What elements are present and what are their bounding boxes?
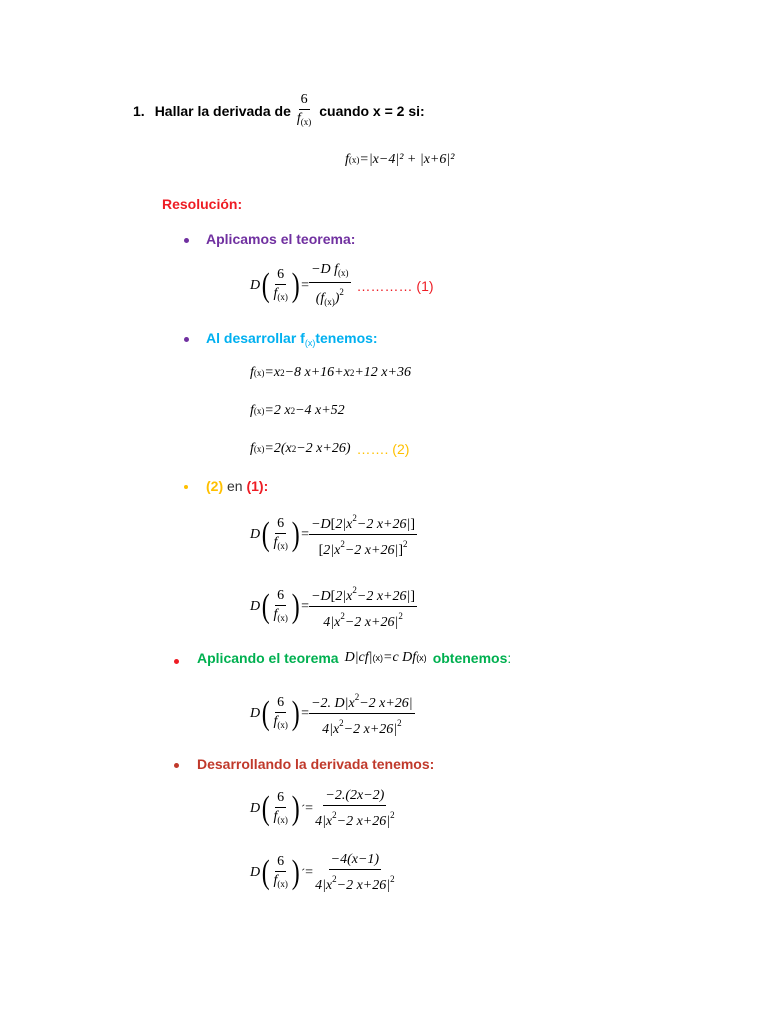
step4-formula: D|cf| [344, 650, 373, 665]
step2-line3: f (x) =2(x 2 −2 x+26) ……. (2) [250, 441, 410, 457]
step5-equation1: D ( $\frac{6}{f_{(x)}}$ ) ´ = $\frac{-2.(2x-2)}{4|x^2-2 x+26|^2}$ [250, 788, 395, 829]
def-lhs-sub: (x) [348, 155, 360, 165]
problem-fraction [295, 92, 313, 130]
step4-label [197, 650, 511, 666]
step5-equation2: D ( $\frac{6}{f_{(x)}}$ ) ´ = $\frac{-4(x-1)}{4|x^2-2 x+26|^2}$ [250, 852, 395, 893]
step3-en: en [227, 478, 243, 494]
step3-label [206, 478, 268, 494]
step2-tag: ……. (2) [356, 441, 410, 457]
step2-line1: f (x) =x 2 −8 x+16+x 2 +12 x+36 [250, 365, 411, 380]
problem-frac-den-sub: (x) [300, 117, 312, 127]
bullet-icon [184, 337, 189, 342]
bullet-icon [174, 763, 179, 768]
bullet-icon [184, 238, 189, 243]
step2-label [206, 330, 378, 348]
step3-equation2: D ( $\frac{6}{f_{(x)}}$ ) = $\frac{-D[2|x^2-2 x+26|]}{4|x^2-2 x+26|^2}$ [250, 582, 417, 631]
step2-line2: f (x) =2 x 2 −4 x+52 [250, 403, 345, 418]
step4-colon: : [507, 650, 512, 666]
step3-equation1: D ( $\frac{6}{f_{(x)}}$ ) = $\frac{-D[2|x^2-2 x+26|]}{[2|x^2-2 x+26|]^2}$ [250, 510, 417, 559]
step4-formula-rhs: =c Df [383, 650, 417, 665]
step1-equation: D ( $\frac{6}{f_{(x)}}$ ) = $\frac{-D f_{(x)}}{(f_{(x)})^2}$ ………… (1) [250, 262, 434, 307]
step2-label-sub: (x) [304, 338, 316, 348]
problem-frac-num: 6 [299, 92, 310, 110]
def-rhs: =|x−4|² + |x+6|² [359, 152, 455, 167]
problem-text-before: Hallar la derivada de [154, 103, 291, 119]
problem-number: 1. [133, 103, 145, 119]
step4-formula-rhs-sub: (x) [416, 653, 427, 663]
step1-tag: ………… (1) [356, 278, 434, 294]
step3-ref1: (1): [246, 478, 269, 494]
step1-label: Aplicamos el teorema: [206, 231, 356, 247]
bullet-icon [184, 485, 188, 489]
problem-text-after: cuando x = 2 si: [319, 103, 425, 119]
step2-label-after: tenemos: [315, 330, 378, 346]
resolucion-heading: Resolución: [162, 196, 243, 212]
problem-frac-den: f [296, 111, 301, 126]
step4-equation: D ( $\frac{6}{f_{(x)}}$ ) = $\frac{-2. D|x^2-2 x+26|}{4|x^2-2 x+26|^2}$ [250, 689, 415, 738]
step4-formula-sub: (x) [372, 653, 384, 663]
step4-text: Aplicando el teorema [197, 650, 339, 666]
step5-label: Desarrollando la derivada tenemos: [197, 756, 435, 772]
step2-label-before: Al desarrollar f [206, 330, 305, 346]
problem-heading [133, 92, 425, 127]
step3-ref2: (2) [206, 478, 224, 494]
bullet-icon [174, 659, 179, 664]
def-lhs: f [345, 152, 349, 167]
step4-text-after: obtenemos [432, 650, 508, 666]
function-definition [345, 152, 454, 168]
